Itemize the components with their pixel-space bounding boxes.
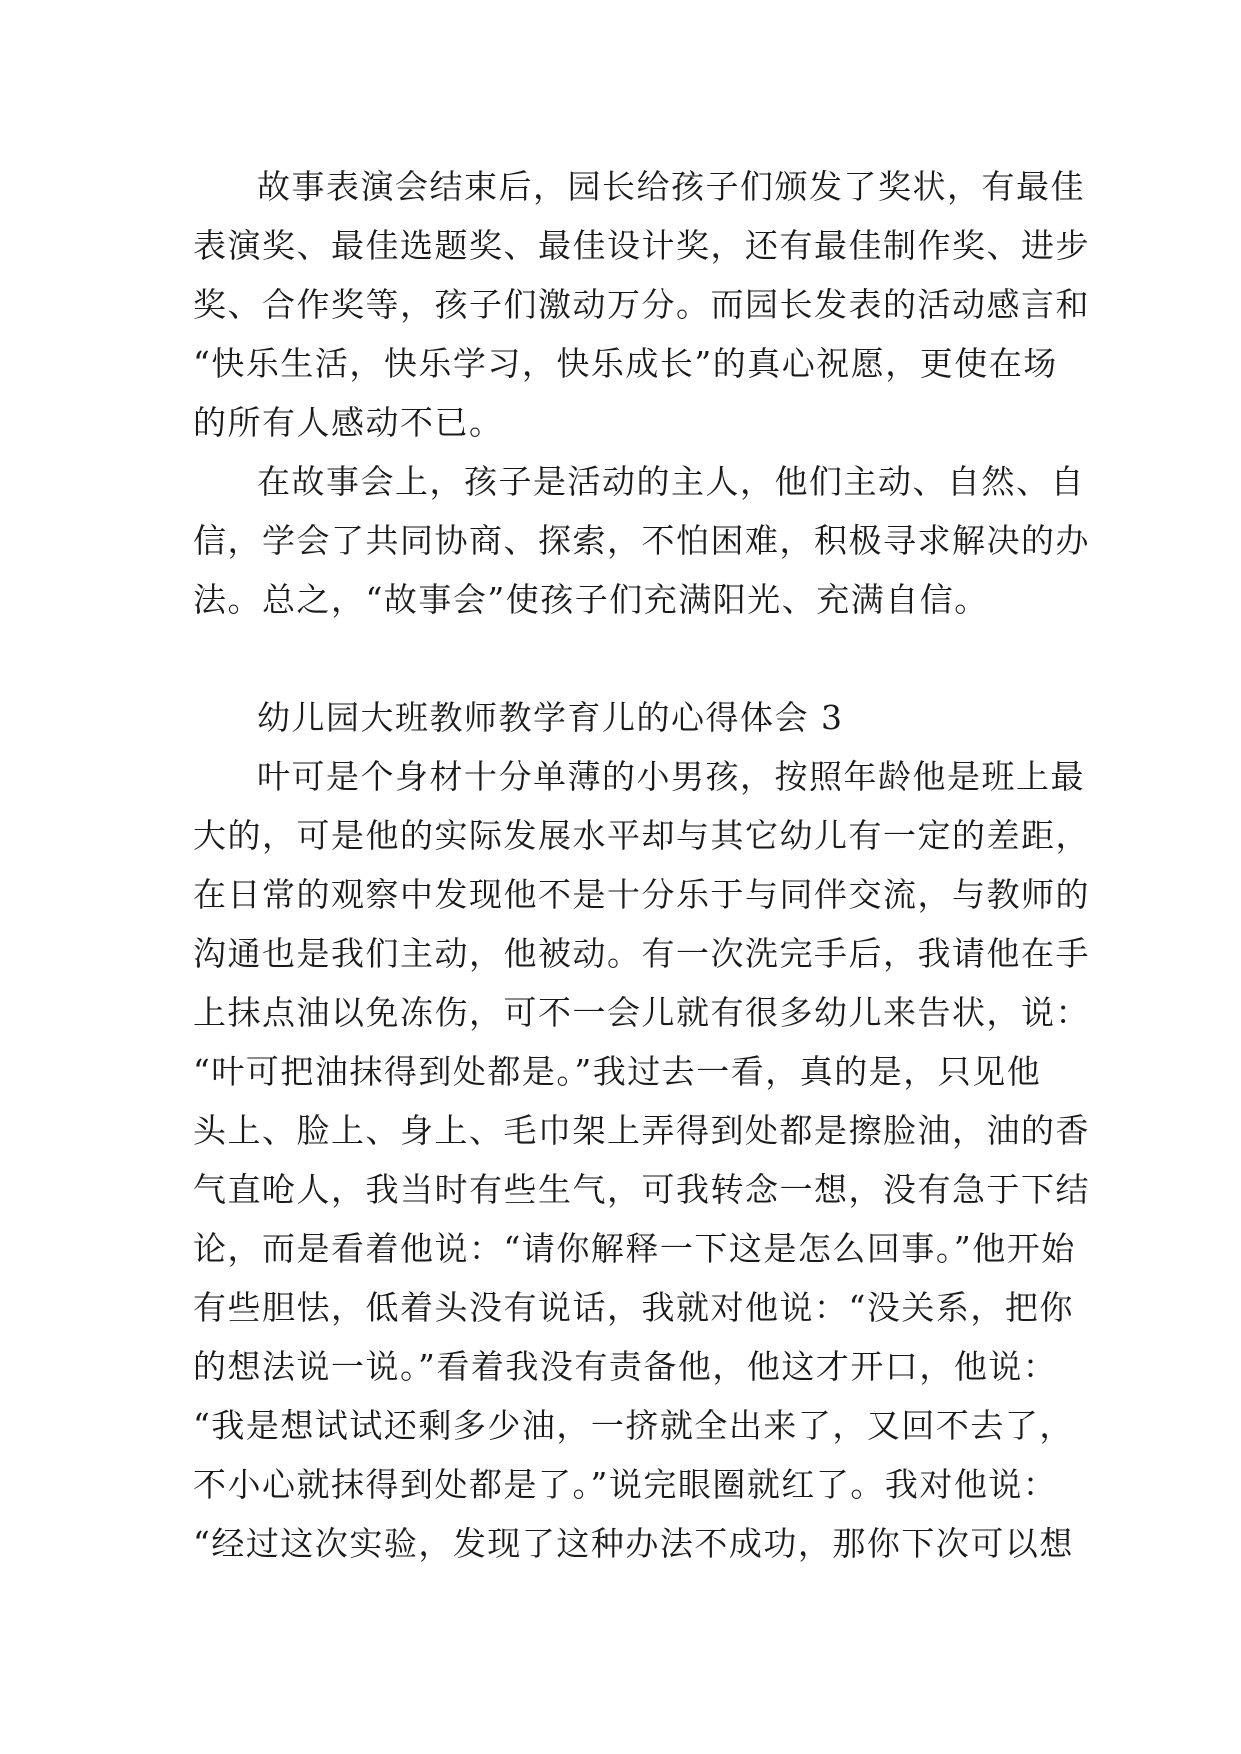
- text-line: 信，学会了共同协商、探索，不怕困难，积极寻求解决的办: [193, 521, 1090, 560]
- text-line: 在故事会上，孩子是活动的主人，他们主动、自然、自: [257, 462, 1085, 501]
- text-line: 在日常的观察中发现他不是十分乐于与同伴交流，与教师的: [193, 875, 1090, 914]
- text-line: “叶可把油抹得到处都是。”我过去一看，真的是，只见他: [193, 1052, 1042, 1091]
- text-line: 奖、合作奖等，孩子们激动万分。而园长发表的活动感言和: [193, 285, 1090, 324]
- paragraph-story-meeting-summary: [193, 452, 1090, 629]
- text-line: 大的，可是他的实际发展水平却与其它幼儿有一定的差距，: [193, 816, 1090, 855]
- text-line: 故事表演会结束后，园长给孩子们颁发了奖状，有最佳: [257, 167, 1085, 206]
- section-heading-text: 幼儿园大班教师教学育儿的心得体会 3: [257, 698, 844, 737]
- text-line: 有些胆怯，低着头没有说话，我就对他说：“没关系，把你: [193, 1288, 1074, 1327]
- text-line: “快乐生活，快乐学习，快乐成长”的真心祝愿，更使在场: [193, 344, 1058, 383]
- text-line: 头上、脸上、身上、毛巾架上弄得到处都是擦脸油，油的香: [193, 1111, 1090, 1150]
- text-line: 的所有人感动不已。: [193, 403, 504, 442]
- text-line: 沟通也是我们主动，他被动。有一次洗完手后，我请他在手: [193, 934, 1090, 973]
- text-line: 的想法说一说。”看着我没有责备他，他这才开口，他说：: [193, 1347, 1058, 1386]
- text-line: “经过这次实验，发现了这种办法不成功，那你下次可以想: [193, 1524, 1074, 1563]
- text-line: 法。总之，“故事会”使孩子们充满阳光、充满自信。: [193, 580, 989, 619]
- text-line: “我是想试试还剩多少油，一挤就全出来了，又回不去了，: [193, 1406, 1074, 1445]
- text-line: 上抹点油以免冻伤，可不一会儿就有很多幼儿来告状，说：: [193, 993, 1090, 1032]
- text-line: 不小心就抹得到处都是了。”说完眼圈就红了。我对他说：: [193, 1465, 1058, 1504]
- text-line: 叶可是个身材十分单薄的小男孩，按照年龄他是班上最: [257, 757, 1085, 796]
- text-line: 表演奖、最佳选题奖、最佳设计奖，还有最佳制作奖、进步: [193, 226, 1090, 265]
- text-line: 论，而是看着他说：“请你解释一下这是怎么回事。”他开始: [193, 1229, 1076, 1268]
- paragraph-yeke-story: [193, 747, 1090, 1573]
- section-heading: [193, 688, 1055, 747]
- text-line: 气直呛人，我当时有些生气，可我转念一想，没有急于下结: [193, 1170, 1090, 1209]
- paragraph-award-ceremony: [193, 157, 1090, 452]
